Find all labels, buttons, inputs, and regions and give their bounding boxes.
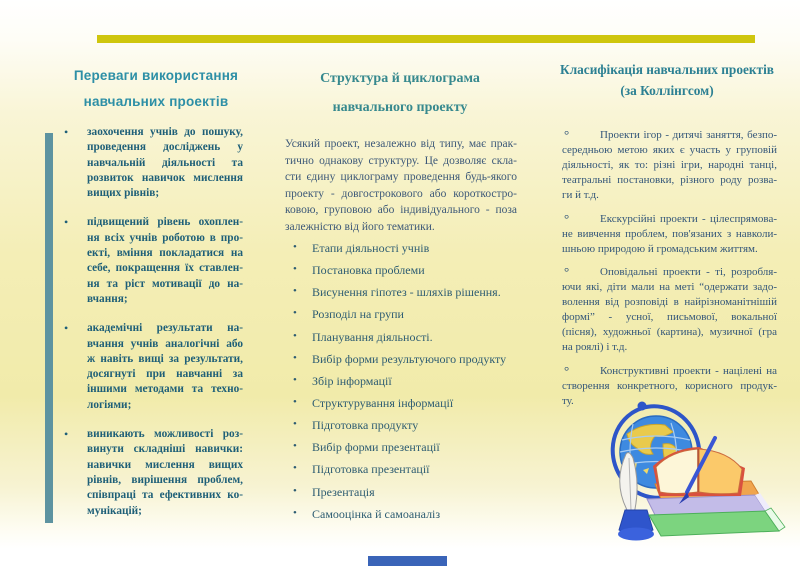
title-line: Структура й циклограма	[320, 71, 480, 86]
classification-line: створення конкретного, корисного продук-	[562, 379, 777, 392]
stage-item	[293, 440, 523, 462]
classification-line: волення від розповіді в найрізноманітнішій	[562, 296, 777, 308]
classification-line: Конструктивні проекти - націлені на	[600, 364, 777, 377]
advantage-text	[87, 427, 243, 519]
bullet-icon: •	[293, 506, 297, 519]
top-accent-bar	[97, 35, 755, 43]
page-title-advantages	[50, 63, 262, 115]
stage-label: Підготовка продукту	[312, 418, 419, 433]
paragraph-line: тично однакову структуру. Це дозволяє скла-	[285, 154, 517, 167]
advantage-line: проведення досліджень у	[87, 141, 243, 154]
title-line: навчальних проектів	[83, 94, 229, 109]
advantage-line: мунікацій;	[87, 504, 142, 517]
bullet-icon: •	[293, 462, 297, 475]
advantage-text	[87, 215, 243, 307]
classification-text	[562, 212, 777, 257]
stage-label: Збір інформації	[312, 373, 392, 388]
bullet-icon: •	[293, 329, 297, 342]
classification-line: Проекти ігор - дитячі заняття, безпо-	[600, 129, 777, 141]
advantage-item	[62, 125, 243, 201]
stage-label: Самооцінка й самоаналіз	[312, 506, 441, 521]
stage-item	[293, 462, 523, 484]
bottom-accent-bar	[368, 556, 447, 566]
classification-line: театральні постановки, різного роду розва-	[562, 174, 777, 186]
classification-line: формі” - усної, письмової, вокальної	[562, 311, 777, 323]
advantage-line: вчання учнів аналогічні або	[87, 337, 243, 350]
bullet-icon: •	[293, 307, 297, 320]
advantage-text	[87, 321, 243, 413]
left-accent-bar	[45, 133, 53, 523]
stage-item	[293, 418, 523, 440]
classification-item	[562, 212, 777, 257]
stage-label: Вибір форми презентації	[312, 440, 440, 455]
stage-item	[293, 396, 523, 418]
stage-item	[293, 307, 523, 329]
advantage-line: рівнів, вирішення проблем,	[87, 473, 243, 486]
classification-text	[562, 128, 777, 203]
classification-item	[562, 128, 777, 203]
classification-text	[562, 265, 777, 355]
paragraph-line: сти єдину циклограму проведення будь-якого	[285, 171, 517, 184]
stage-item	[293, 241, 523, 263]
bullet-icon: •	[64, 427, 69, 442]
title-line: Класифікація навчальних проектів	[560, 62, 774, 77]
advantages-list	[62, 125, 243, 533]
advantage-line: вчання;	[87, 292, 128, 305]
advantage-line: вищих рівнів;	[87, 187, 160, 200]
stage-label: Етапи діяльності учнів	[312, 241, 430, 255]
advantage-line: логіями;	[87, 398, 132, 411]
advantage-line: виникають можливості роз-	[87, 428, 243, 441]
bullet-icon: •	[293, 241, 297, 253]
degree-bullet-icon: °	[564, 127, 570, 142]
bullet-icon: •	[64, 321, 69, 336]
page-title-structure	[310, 64, 490, 122]
classification-list	[562, 128, 777, 417]
bullet-icon: •	[293, 351, 297, 364]
bullet-icon: •	[64, 215, 69, 230]
paragraph-line: Усякий проект, незалежно від типу, має прак-	[285, 138, 517, 150]
stage-label: Вибір форми результуючого продукту	[312, 351, 507, 366]
paragraph-line: проекту - довгострокового або короткостро-	[285, 187, 517, 200]
bullet-icon: •	[293, 373, 297, 386]
advantage-item	[62, 427, 243, 519]
classification-item	[562, 265, 777, 355]
stage-item	[293, 352, 523, 374]
advantage-line: академічні результати на-	[87, 322, 243, 335]
page-title-classification	[543, 59, 791, 101]
classification-line: Оповідальні проекти - ті, розробля-	[600, 266, 777, 278]
stage-label: Підготовка презентації	[312, 462, 430, 477]
stage-item	[293, 485, 523, 507]
advantage-line: іншими методами та техно-	[87, 383, 243, 396]
paragraph-line: ковою, груповою або індивідуального - поза	[285, 204, 517, 217]
title-line: навчального проекту	[332, 100, 468, 115]
stage-item	[293, 374, 523, 396]
advantage-item	[62, 215, 243, 307]
stage-label: Розподіл на групи	[312, 307, 404, 322]
classification-line: Екскурсійні проекти - цілеспрямова-	[600, 212, 777, 225]
classification-line: діяльності, як то: різні ігри, народні танці,	[562, 159, 777, 171]
degree-bullet-icon: °	[564, 264, 570, 279]
advantage-line: навички мислення вищих	[87, 458, 243, 471]
stage-item	[293, 285, 523, 307]
title-line: (за Коллінгсом)	[620, 83, 714, 98]
advantage-line: ж навіть вищі за результати,	[87, 352, 243, 365]
stage-item	[293, 330, 523, 352]
stages-list	[293, 241, 523, 529]
bullet-icon: •	[293, 440, 297, 453]
bullet-icon: •	[293, 285, 297, 298]
advantage-line: ня та ріст мотивації до на-	[87, 277, 243, 290]
stage-label: Висунення гіпотез - шляхів рішення.	[312, 285, 501, 300]
degree-bullet-icon: °	[564, 210, 570, 226]
advantage-line: підвищений рівень охоплен-	[87, 216, 243, 229]
classification-line: на роялі) і т.д.	[562, 341, 628, 353]
stage-label: Структурування інформації	[312, 395, 454, 410]
stage-item	[293, 507, 523, 529]
bullet-icon: •	[293, 395, 297, 408]
paragraph-line: залежністю від його тематики.	[285, 220, 435, 233]
title-line: Переваги використання	[73, 68, 239, 83]
stage-item	[293, 263, 523, 285]
stage-label: Постановка проблеми	[312, 263, 425, 278]
globe-and-books-clipart	[603, 398, 799, 550]
bullet-icon: •	[64, 125, 69, 139]
stage-label: Планування діяльності.	[312, 329, 433, 344]
classification-line: ту.	[562, 394, 574, 407]
classification-line: ючи які, діти мали на меті “одержати задо-	[562, 281, 777, 293]
advantage-line: навчальній діяльності та	[87, 156, 243, 169]
classification-line: (пісня), художньої (картина), музичної (гра	[562, 326, 777, 338]
advantage-item	[62, 321, 243, 413]
advantage-line: досягнуті при навчанні за	[87, 368, 243, 381]
degree-bullet-icon: °	[564, 362, 570, 378]
advantage-line: себе, покращення їх ставлен-	[87, 262, 243, 275]
advantage-line: співпраці та ефективних ко-	[87, 489, 243, 502]
bullet-icon: •	[293, 263, 297, 276]
advantage-line: ня всіх учнів роботою в про-	[87, 231, 243, 244]
advantage-line: винути складніші навички:	[87, 443, 243, 456]
bullet-icon: •	[293, 418, 297, 431]
stage-label: Презентація	[312, 484, 375, 499]
classification-line: шньою природою й громадським життям.	[562, 242, 758, 255]
classification-line: ги й т.д.	[562, 189, 599, 201]
advantage-line: заохочення учнів до пошуку,	[87, 126, 243, 138]
bullet-icon: •	[293, 484, 297, 497]
advantage-line: розвиток навичок мислення	[87, 171, 243, 184]
structure-paragraph	[285, 136, 517, 236]
classification-line: середньою метою яких є участь у груповій	[562, 144, 777, 156]
classification-line: не вивчення проблем, пов'язаних з навколи-	[562, 227, 777, 240]
advantage-text	[87, 125, 243, 201]
advantage-line: екті, вміння покладатися на	[87, 247, 243, 260]
